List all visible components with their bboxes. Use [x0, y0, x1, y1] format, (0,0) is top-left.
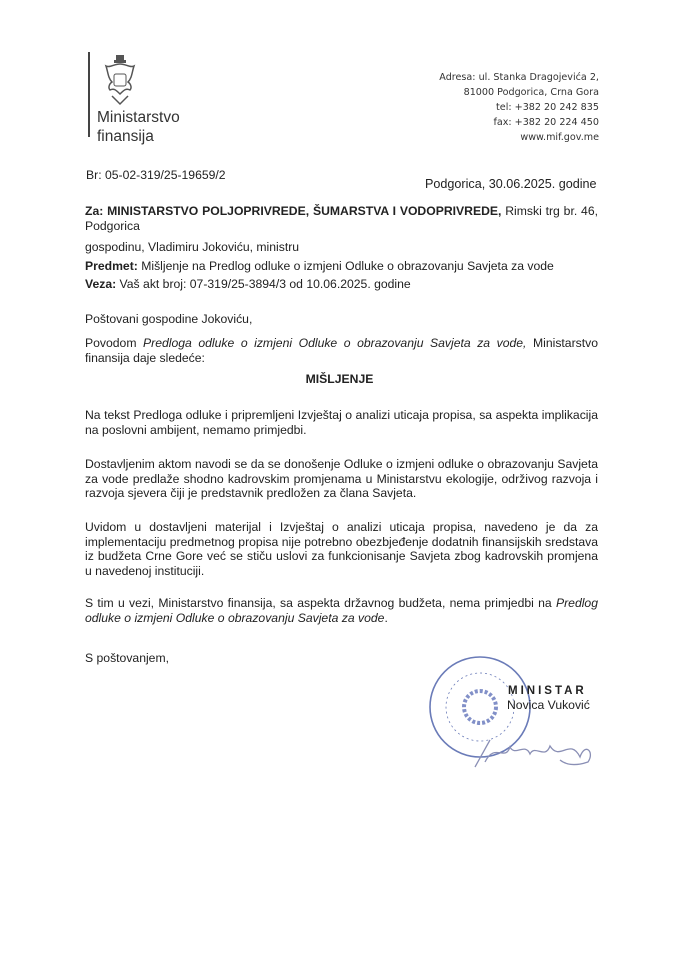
fax: fax: +382 20 224 450 — [493, 117, 599, 128]
address-line: Adresa: ul. Stanka Dragojevića 2, — [439, 72, 599, 83]
reference-number: Br: 05-02-319/25-19659/2 — [86, 168, 226, 182]
subject-label: Predmet: — [85, 259, 138, 273]
signatory-name: Novica Vuković — [507, 698, 590, 712]
subject — [85, 259, 554, 274]
document-date: Podgorica, 30.06.2025. godine — [425, 177, 597, 191]
final-end: . — [384, 610, 388, 625]
recipient — [85, 204, 598, 233]
recipient-label: Za: — [85, 204, 104, 218]
signature — [470, 732, 600, 772]
subject-text: Mišljenje na Predlog odluke o izmjeni Odluke o obrazovanju Savjeta za vode — [137, 259, 554, 273]
address-line: 81000 Podgorica, Crna Gora — [463, 87, 599, 98]
recipient-name: MINISTARSTVO POLJOPRIVREDE, ŠUMARSTVA I VODOPRIVREDE, — [107, 204, 502, 218]
paragraph-3: Uvidom u dostavljeni materijal i Izvještaj o analizi uticaja propisa, navedeno je da za implementaciju predmetnog propisa nije potrebno obezbjeđenje dodatnih finansijskih sredstava iz budžeta Crne Gore već se stiču uslovi za funkcionisanje Savjeta zbog kadrovskih promjena u navedenoj instituciji. — [85, 520, 598, 578]
opinion-heading: MIŠLJENJE — [305, 372, 374, 386]
letterhead-divider — [88, 52, 90, 137]
recipient-person: gospodinu, Vladimiru Jokoviću, ministru — [85, 240, 300, 254]
intro-italic: Predloga odluke o izmjeni Odluke o obrazovanju Savjeta za vode, — [143, 336, 527, 350]
reference-text: Vaš akt broj: 07-319/25-3894/3 od 10.06.2025. godine — [116, 277, 411, 291]
phone: tel: +382 20 242 835 — [496, 102, 599, 113]
intro-text-end: Ministarstvo finansija daje sledeće: — [85, 336, 598, 365]
intro-paragraph — [85, 336, 598, 365]
org-name-line2: finansija — [97, 128, 154, 145]
website: www.mif.gov.me — [520, 132, 599, 143]
coat-of-arms-logo — [98, 52, 142, 106]
address-block — [439, 70, 599, 145]
recipient-address: Rimski trg br. 46, Podgorica — [85, 204, 598, 233]
closing: S poštovanjem, — [85, 651, 170, 665]
final-italic: Predlog odluke o izmjeni Odluke o obrazovanju Savjeta za vode — [85, 596, 598, 625]
final-paragraph — [85, 596, 598, 625]
signatory-title: MINISTAR — [508, 685, 587, 697]
reference-label: Veza: — [85, 277, 117, 291]
reference — [85, 277, 411, 292]
intro-text: Povodom — [85, 336, 144, 350]
salutation: Poštovani gospodine Jokoviću, — [85, 312, 253, 326]
org-name-line1: Ministarstvo — [97, 109, 180, 126]
paragraph-2: Dostavljenim aktom navodi se da se donošenje Odluke o izmjeni odluke o obrazovanju Savjeta za vode predlaže shodno kadrovskim promjenama u Ministarstvu ekologije, održivog razvoja i razvoja sjevera čiji je predstavnik predložen za člana Savjeta. — [85, 457, 598, 500]
paragraph-1: Na tekst Predloga odluke i pripremljeni Izvještaj o analizi uticaja propisa, sa aspekta implikacija na poslovni ambijent, nemamo primjedbi. — [85, 408, 598, 437]
final-text: S tim u vezi, Ministarstvo finansija, sa aspekta državnog budžeta, nema primjedbi na — [85, 596, 556, 610]
